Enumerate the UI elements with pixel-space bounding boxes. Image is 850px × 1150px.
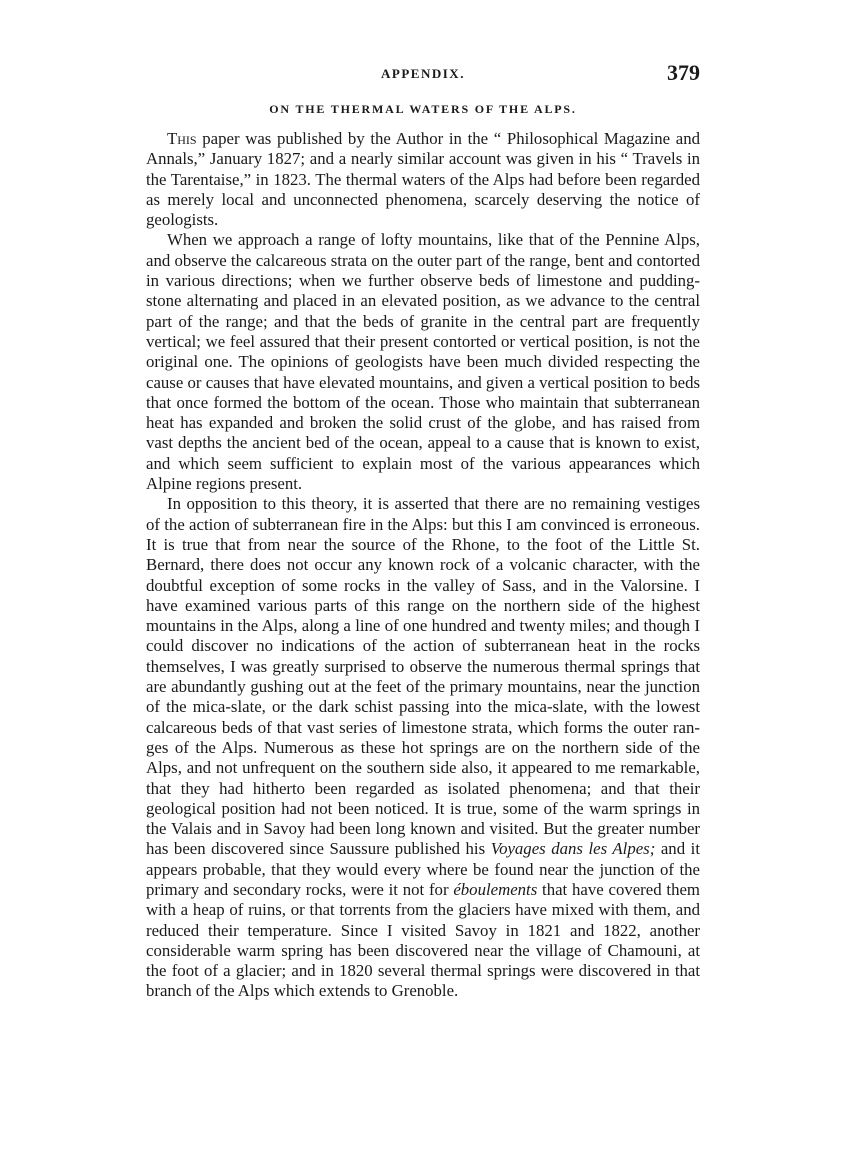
paragraph-1-text: paper was published by the Author in the “ Philosophical Magazine and Annals,” January 1827; and a nearly similar account was given in his “ Travels in the Tarentaise,” in 1823. The thermal waters of the Alps had before been regarded as merely local and unconnected phenomena, scarcely deserving the notice of geologists. bbox=[146, 129, 700, 230]
article-body bbox=[146, 129, 700, 1002]
paragraph-1 bbox=[146, 129, 700, 230]
paragraph-3-text-a: In opposition to this theory, it is asserted that there are no remaining vestiges of the action of subterranean fire in the Alps: but this I am convinced is erroneous. It is true that from near the source of the Rhone, to the foot of the Little St. Bernard, there does not occur any known rock of a volcanic character, with the doubtful exception of some rocks in the valley of Sass, and in the Valorsine. I have examined various parts of this range on the northern side of the highest mountains in the Alps, along a line of one hundred and twenty miles; and though I could discover no indications of the action of subterranean heat in the rocks themselves, I was greatly surprised to observe the numerous thermal springs that are abundantly gushing out at the feet of the primary mountains, near the junction of the mica-slate, or the dark schist passing into the mica-slate, with the lowest calcareous beds of that vast series of limestone strata, which forms the outer ranges of the Alps. Numerous as these hot springs are on the northern side of the Alps, and not unfrequent on the southern side also, it appeared to me remarkable, that they had hitherto been regarded as isolated phenomena; and that their geological position had not been noticed. It is true, some of the warm springs in the Valais and in Savoy had been long known and visited. But the greater number has been discovered since Saussure published his bbox=[146, 494, 700, 859]
running-title: APPENDIX. bbox=[381, 66, 465, 81]
paragraph-3-text-b: and it appears probable, that they would every where be found near the junction of the primary and secondary rocks, were it not for bbox=[146, 839, 700, 899]
paragraph-3-text-c: that have covered them with a heap of ruins, or that torrents from the glaciers have mixed with them, and reduced their temperature. Since I visited Savoy in 1821 and 1822, another considerable warm spring has been discovered near the village of Chamouni, at the foot of a glacier; and in 1820 several thermal springs were discovered in that branch of the Alps which extends to Grenoble. bbox=[146, 879, 700, 1001]
paragraph-3-italic-term: éboulements bbox=[453, 879, 538, 899]
article-title: ON THE THERMAL WATERS OF THE ALPS. bbox=[269, 102, 577, 116]
page-number: 379 bbox=[667, 60, 700, 85]
paragraph-2: When we approach a range of lofty mountains, like that of the Pennine Alps, and observe the calcareous strata on the outer part of the range, bent and contorted in various directions; when we further observe beds of limestone and pudding-stone alternating and placed in an elevated position, as we advance to the central part of the range; and that the beds of granite in the central part are frequently vertical; we feel assured that their present contorted or vertical position, is not the original one. The opinions of geologists have been much divided respecting the cause or causes that have elevated mountains, and given a vertical position to beds that once formed the bottom of the ocean. Those who maintain that subterranean heat has expanded and broken the solid crust of the globe, and has raised from vast depths the ancient bed of the ocean, appeal to a cause that is known to exist, and which seem sufficient to explain most of the various appearances which Alpine regions present. bbox=[146, 230, 700, 494]
paragraph-1-lead-word: This bbox=[167, 129, 197, 148]
book-page bbox=[146, 60, 700, 1002]
paragraph-3-italic-title: Voyages dans les Alpes; bbox=[490, 839, 656, 859]
paragraph-3 bbox=[146, 494, 700, 1001]
running-head bbox=[146, 60, 700, 88]
